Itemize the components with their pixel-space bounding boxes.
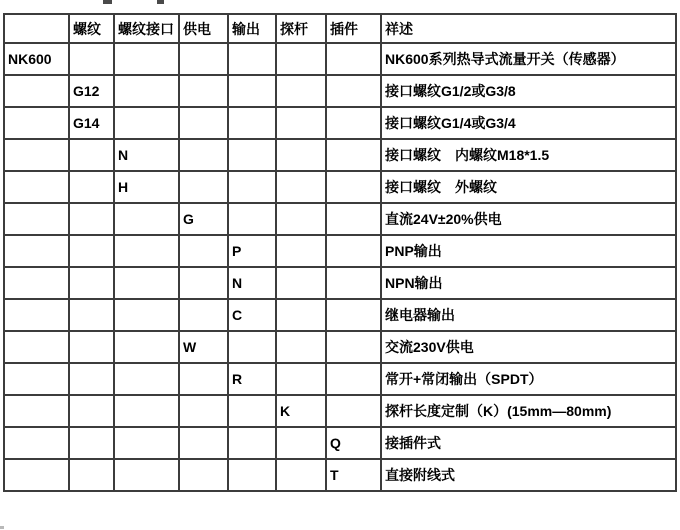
header-cell-thread: 螺纹: [69, 14, 114, 43]
description-cell: NPN输出: [381, 267, 676, 299]
code-cell-plug: [326, 363, 381, 395]
code-cell-probe: [276, 75, 326, 107]
code-cell-thread-interface: [114, 43, 179, 75]
cropped-text-artifact: [157, 0, 164, 4]
code-cell-probe: K: [276, 395, 326, 427]
code-cell-output: [228, 203, 276, 235]
product-spec-table: [3, 13, 677, 492]
table-row: [4, 395, 676, 427]
code-cell-thread: [69, 203, 114, 235]
code-cell-output: [228, 75, 276, 107]
code-cell-thread-interface: [114, 75, 179, 107]
description-cell: 交流230V供电: [381, 331, 676, 363]
code-cell-model: [4, 107, 69, 139]
code-cell-power: [179, 75, 228, 107]
table-row: [4, 331, 676, 363]
code-cell-thread-interface: [114, 203, 179, 235]
code-cell-plug: [326, 203, 381, 235]
code-cell-thread: [69, 363, 114, 395]
code-cell-output: [228, 427, 276, 459]
code-cell-power: [179, 427, 228, 459]
header-cell-power: 供电: [179, 14, 228, 43]
code-cell-probe: [276, 171, 326, 203]
table-header-row: [4, 14, 676, 43]
code-cell-thread: G14: [69, 107, 114, 139]
code-cell-power: [179, 299, 228, 331]
code-cell-thread-interface: [114, 331, 179, 363]
code-cell-plug: [326, 331, 381, 363]
table-row: [4, 171, 676, 203]
table-row: [4, 75, 676, 107]
code-cell-thread: [69, 171, 114, 203]
code-cell-thread-interface: [114, 363, 179, 395]
table-row: [4, 235, 676, 267]
code-cell-thread: [69, 139, 114, 171]
code-cell-model: [4, 427, 69, 459]
description-cell: NK600系列热导式流量开关（传感器）: [381, 43, 676, 75]
code-cell-model: [4, 235, 69, 267]
code-cell-power: [179, 43, 228, 75]
code-cell-model: [4, 363, 69, 395]
code-cell-plug: [326, 267, 381, 299]
description-cell: 接口螺纹G1/4或G3/4: [381, 107, 676, 139]
code-cell-output: [228, 459, 276, 491]
code-cell-output: [228, 43, 276, 75]
code-cell-thread: [69, 427, 114, 459]
code-cell-thread: [69, 299, 114, 331]
code-cell-power: G: [179, 203, 228, 235]
code-cell-thread: [69, 43, 114, 75]
code-cell-model: NK600: [4, 43, 69, 75]
code-cell-probe: [276, 267, 326, 299]
code-cell-power: [179, 139, 228, 171]
code-cell-thread-interface: [114, 267, 179, 299]
code-cell-power: [179, 171, 228, 203]
code-cell-thread: G12: [69, 75, 114, 107]
description-cell: 接插件式: [381, 427, 676, 459]
code-cell-plug: [326, 43, 381, 75]
code-cell-probe: [276, 235, 326, 267]
table-row: [4, 299, 676, 331]
table-body: [4, 43, 676, 491]
code-cell-probe: [276, 331, 326, 363]
code-cell-power: [179, 107, 228, 139]
code-cell-model: [4, 75, 69, 107]
code-cell-thread-interface: [114, 107, 179, 139]
table-row: [4, 43, 676, 75]
code-cell-output: [228, 395, 276, 427]
code-cell-plug: [326, 235, 381, 267]
code-cell-plug: [326, 75, 381, 107]
code-cell-thread-interface: [114, 459, 179, 491]
cropped-text-artifact: [103, 0, 112, 4]
header-cell-description: 祥述: [381, 14, 676, 43]
description-cell: 直流24V±20%供电: [381, 203, 676, 235]
code-cell-power: [179, 363, 228, 395]
table-row: [4, 363, 676, 395]
code-cell-thread: [69, 235, 114, 267]
code-cell-power: W: [179, 331, 228, 363]
code-cell-plug: [326, 139, 381, 171]
code-cell-output: [228, 171, 276, 203]
code-cell-thread: [69, 331, 114, 363]
code-cell-power: [179, 267, 228, 299]
header-cell-thread-interface: 螺纹接口: [114, 14, 179, 43]
code-cell-probe: [276, 203, 326, 235]
code-cell-model: [4, 459, 69, 491]
code-cell-model: [4, 395, 69, 427]
table-row: [4, 203, 676, 235]
code-cell-power: [179, 459, 228, 491]
description-cell: PNP输出: [381, 235, 676, 267]
code-cell-model: [4, 203, 69, 235]
code-cell-model: [4, 139, 69, 171]
code-cell-output: [228, 107, 276, 139]
code-cell-output: R: [228, 363, 276, 395]
table-header: [4, 14, 676, 43]
code-cell-model: [4, 171, 69, 203]
code-cell-output: [228, 331, 276, 363]
code-cell-plug: [326, 107, 381, 139]
code-cell-plug: [326, 171, 381, 203]
header-cell-plug: 插件: [326, 14, 381, 43]
code-cell-probe: [276, 363, 326, 395]
header-cell-probe: 探杆: [276, 14, 326, 43]
description-cell: 接口螺纹 外螺纹: [381, 171, 676, 203]
code-cell-thread: [69, 267, 114, 299]
code-cell-model: [4, 299, 69, 331]
code-cell-probe: [276, 107, 326, 139]
code-cell-thread-interface: N: [114, 139, 179, 171]
code-cell-thread-interface: [114, 427, 179, 459]
description-cell: 接口螺纹G1/2或G3/8: [381, 75, 676, 107]
table-row: [4, 107, 676, 139]
code-cell-power: [179, 395, 228, 427]
code-cell-thread-interface: [114, 299, 179, 331]
code-cell-thread: [69, 395, 114, 427]
description-cell: 常开+常闭输出（SPDT）: [381, 363, 676, 395]
code-cell-thread-interface: H: [114, 171, 179, 203]
code-cell-thread: [69, 459, 114, 491]
header-cell-model: [4, 14, 69, 43]
table-row: [4, 427, 676, 459]
code-cell-model: [4, 331, 69, 363]
description-cell: 继电器输出: [381, 299, 676, 331]
code-cell-plug: T: [326, 459, 381, 491]
code-cell-thread-interface: [114, 235, 179, 267]
table-row: [4, 459, 676, 491]
code-cell-plug: [326, 299, 381, 331]
code-cell-probe: [276, 43, 326, 75]
header-cell-output: 输出: [228, 14, 276, 43]
code-cell-model: [4, 267, 69, 299]
code-cell-plug: [326, 395, 381, 427]
code-cell-output: [228, 139, 276, 171]
code-cell-probe: [276, 299, 326, 331]
code-cell-power: [179, 235, 228, 267]
description-cell: 直接附线式: [381, 459, 676, 491]
code-cell-plug: Q: [326, 427, 381, 459]
code-cell-probe: [276, 139, 326, 171]
table-row: [4, 139, 676, 171]
code-cell-probe: [276, 459, 326, 491]
code-cell-output: N: [228, 267, 276, 299]
code-cell-probe: [276, 427, 326, 459]
description-cell: 探杆长度定制（K）(15mm—80mm): [381, 395, 676, 427]
code-cell-output: C: [228, 299, 276, 331]
cropped-text-artifact: [0, 526, 4, 529]
table-row: [4, 267, 676, 299]
description-cell: 接口螺纹 内螺纹M18*1.5: [381, 139, 676, 171]
code-cell-output: P: [228, 235, 276, 267]
code-cell-thread-interface: [114, 395, 179, 427]
